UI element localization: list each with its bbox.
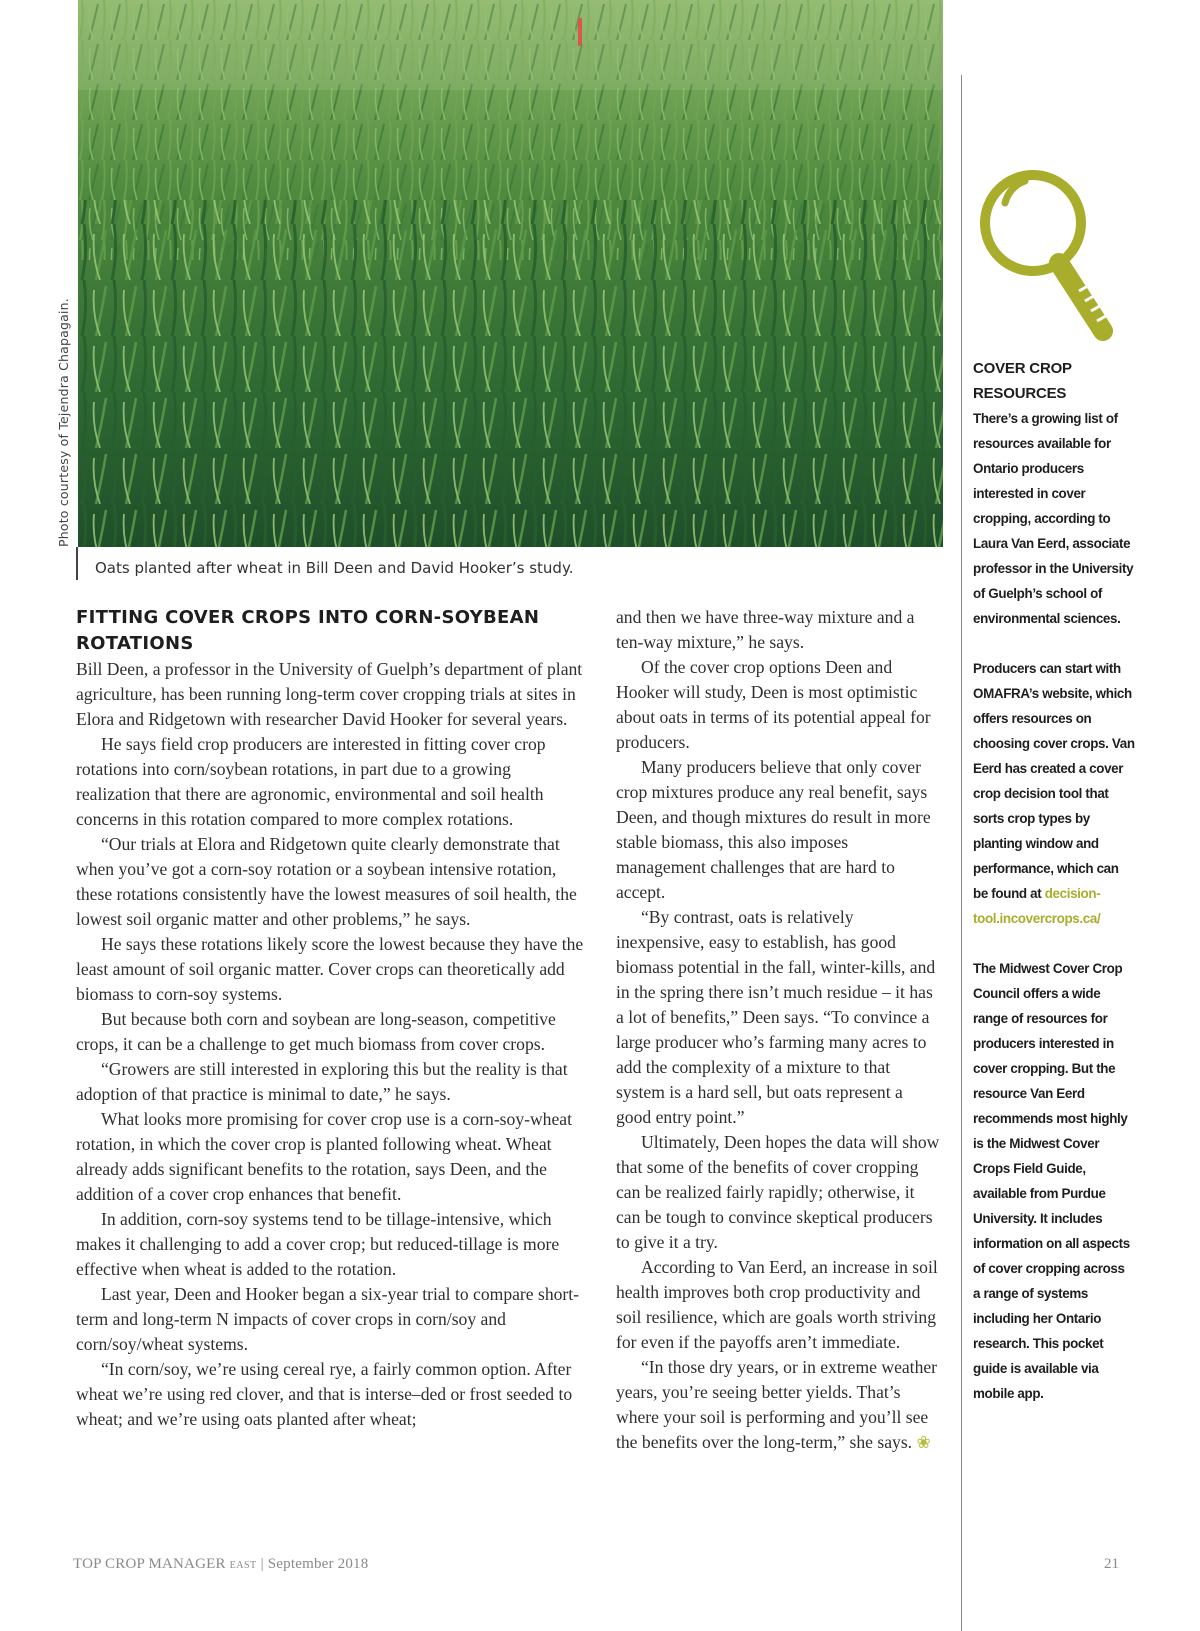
sidebar-text: Producers can start with OMAFRA’s website, which offers resources on choosing cover crops. Van Eerd has created a cover crop decision tool that sorts crop types by planting window and performance, which can be found at (973, 661, 1135, 901)
paragraph: “Our trials at Elora and Ridgetown quite clearly demonstrate that when you’ve got a corn-soy rotation or a soybean intensive rotation, these rotations consistently have the lowest measures of soil health, the lowest soil organic matter and other problems,” he says. (76, 834, 577, 929)
sidebar-resources (973, 356, 1135, 1431)
paragraph: “By contrast, oats is relatively inexpensive, easy to establish, has good biomass potential in the fall, winter-kills, and in the spring there isn’t much residue – it has a lot of benefits,” Deen says. “To convince a large producer who’s farming many acres to add the complexity of a mixture to that system is a hard sell, but oats represent a good entry point.” (616, 907, 936, 1127)
paragraph: “In corn/soy, we’re using cereal rye, a fairly common option. After wheat we’re using red clover, and that is interse–ded or frost seeded to wheat; and we’re using oats planted after wheat; (76, 1359, 573, 1429)
paragraph: He says these rotations likely score the lowest because they have the least amount of soil organic matter. Cover crops can theoretically add biomass to corn-soy systems. (76, 934, 584, 1004)
article-headline: FITTING COVER CROPS INTO CORN-SOYBEAN ROTATIONS (76, 607, 540, 654)
footer-separator: | (260, 1556, 264, 1572)
paragraph: “Growers are still interested in exploring this but the reality is that adoption of that practice is minimal to date,” he says. (76, 1059, 568, 1104)
paragraph (616, 1355, 942, 1455)
paragraph: In addition, corn-soy systems tend to be tillage-intensive, which makes it challenging to add a cover crop; but reduced-tillage is more effective when wheat is added to the rotation. (76, 1209, 560, 1279)
paragraph: Ultimately, Deen hopes the data will show that some of the benefits of cover cropping can be realized fairly rapidly; otherwise, it can be tough to convince skeptical producers to give it a try. (616, 1132, 940, 1252)
paragraph: Of the cover crop options Deen and Hooker will study, Deen is most optimistic about oats in terms of its potential appeal for producers. (616, 657, 931, 752)
paragraph: According to Van Eerd, an increase in soil health improves both crop productivity and soil resilience, which are goals worth striving for even if the payoffs aren’t immediate. (616, 1257, 938, 1352)
paragraph: Bill Deen, a professor in the University of Guelph’s department of plant agriculture, has been running long-term cover cropping trials at sites in Elora and Ridgetown with researcher David Hooker for several years. (76, 659, 583, 729)
publication-edition: EAST (229, 1560, 257, 1571)
sidebar-paragraph (973, 656, 1135, 931)
caption-rule (76, 547, 78, 580)
issue-date: September 2018 (267, 1556, 369, 1572)
sidebar-paragraph: The Midwest Cover Crop Council offers a wide range of resources for producers interested in cover cropping. But the resource Van Eerd recommends most highly is the Midwest Cover Crops Field Guide, available from Purdue University. It includes information on all aspects of cover cropping across a range of systems including her Ontario research. This pocket guide is available via mobile app. (973, 961, 1130, 1401)
magnifying-glass-icon (975, 163, 1115, 341)
sidebar-paragraph: There’s a growing list of resources available for Ontario producers interested in cover cropping, according to Laura Van Eerd, associate professor in the University of Guelph’s school of environmental sciences. (973, 411, 1134, 626)
article-photo (78, 0, 943, 547)
paragraph-text: “In those dry years, or in extreme weather years, you’re seeing better yields. That’s where your soil is performing and you’ll see the benefits over the long-term,” she says. (616, 1357, 938, 1452)
sidebar-title: COVER CROP RESOURCES (973, 360, 1072, 402)
paragraph: But because both corn and soybean are long-season, competitive crops, it can be a challenge to get much biomass from cover crops. (76, 1009, 556, 1054)
paragraph: What looks more promising for cover crop use is a corn-soy-wheat rotation, in which the cover crop is planted following wheat. Wheat already adds significant benefits to the rotation, says Deen, and the addition of a cover crop enhances that benefit. (76, 1109, 572, 1204)
publication-name: TOP CROP MANAGER (73, 1556, 226, 1572)
decision-tool-link[interactable]: decision-tool.incovercrops.ca/ (973, 886, 1101, 926)
sidebar-divider (961, 75, 962, 1631)
photo-credit: Photo courtesy of Tejendra Chapagain. (56, 298, 71, 547)
oats-field-image (78, 0, 943, 547)
paragraph: Last year, Deen and Hooker began a six-year trial to compare short-term and long-term N impacts of cover crops in corn/soy and corn/soy/wheat systems. (76, 1284, 580, 1354)
article-column-2 (616, 605, 942, 1455)
paragraph: and then we have three-way mixture and a ten-way mixture,” he says. (616, 607, 915, 652)
paragraph: Many producers believe that only cover crop mixtures produce any real benefit, says Deen, and though mixtures do result in more stable biomass, this also imposes management challenges that are hard to accept. (616, 757, 931, 902)
footer-publication (73, 1556, 368, 1573)
paragraph: He says field crop producers are interested in fitting cover crop rotations into corn/soybean rotations, in part due to a growing realization that there are agronomic, environmental and soil health concerns in this rotation compared to more complex rotations. (76, 734, 546, 829)
page-number: 21 (1104, 1556, 1119, 1572)
end-mark-icon: ❀ (916, 1433, 931, 1452)
article-column-1 (76, 605, 584, 1432)
photo-caption: Oats planted after wheat in Bill Deen and David Hooker’s study. (95, 559, 574, 577)
